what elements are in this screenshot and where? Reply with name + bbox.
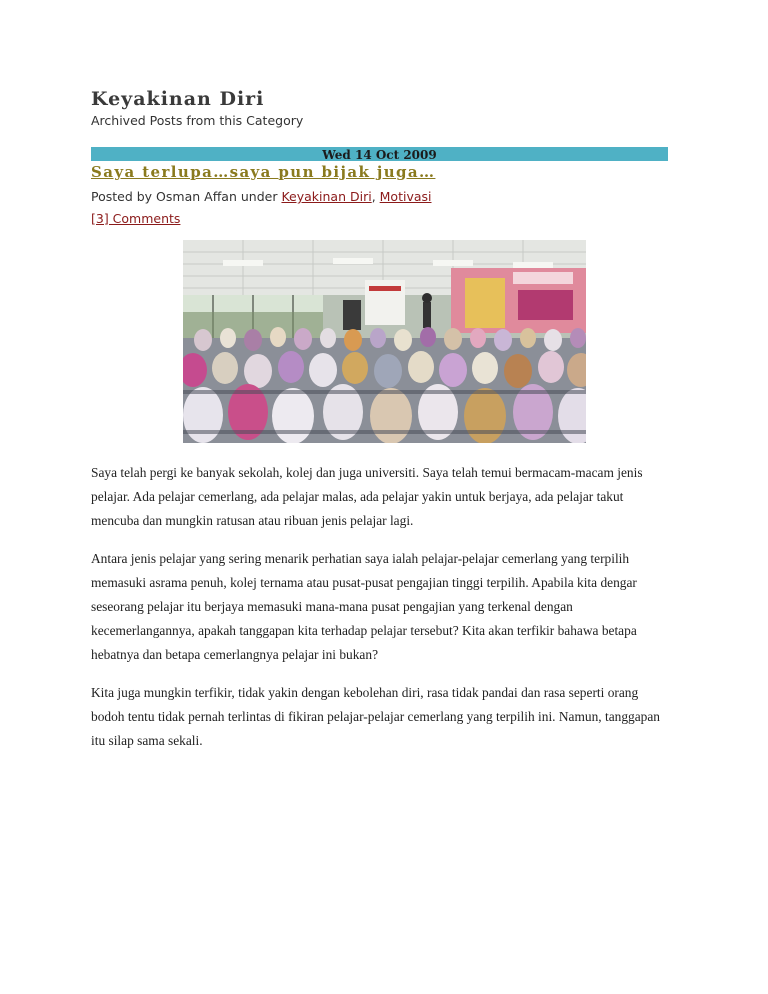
category-subtitle: Archived Posts from this Category [91,113,304,128]
post-body [91,461,671,767]
category-separator: , [371,189,380,204]
comments-row [91,210,668,228]
comments-link[interactable]: [3] Comments [91,211,181,226]
archive-page [91,88,668,748]
seminar-photo [183,240,586,443]
posted-by-text: Posted by Osman Affan under [91,189,282,204]
category-title: Keyakinan Diri [91,88,265,110]
post-title [91,162,668,182]
category-link-motivasi[interactable]: Motivasi [379,189,432,204]
post-date-bar [91,147,668,161]
seminar-photo-image [183,240,586,443]
category-link-keyakinan-diri[interactable]: Keyakinan Diri [281,189,372,204]
paragraph-1: Saya telah pergi ke banyak sekolah, kolej dan juga universiti. Saya telah temui bermacam-macam jenis pelajar. Ada pelajar cemerlang, ada pelajar malas, ada pelajar yakin untuk berjaya, ada pelajar takut mencuba dan mungkin ratusan atau ribuan jenis pelajar lagi. [91,465,643,528]
paragraph-3: Kita juga mungkin terfikir, tidak yakin dengan kebolehan diri, rasa tidak pandai dan rasa seperti orang bodoh tentu tidak pernah terlintas di fikiran pelajar-pelajar cemerlang yang terpilih ini. Namun, tanggapan itu silap sama sekali. [91,685,661,748]
post-meta [91,188,668,206]
post-date: Wed 14 Oct 2009 [322,148,437,162]
paragraph-2: Antara jenis pelajar yang sering menarik perhatian saya ialah pelajar-pelajar cemerlang yang terpilih memasuki asrama penuh, kolej ternama atau pusat-pusat pengajian tinggi terpilih. Apabila kita dengar seseorang pelajar itu berjaya memasuki mana-mana pusat pengajian yang terkenal dengan kecemerlangannya, apakah tanggapan kita terhadap pelajar tersebut? Kita akan terfikir bahawa betapa hebatnya dan betapa cemerlangnya pelajar ini bukan? [91,551,637,662]
post-title-link[interactable]: Saya terlupa…saya pun bijak juga… [91,163,436,181]
